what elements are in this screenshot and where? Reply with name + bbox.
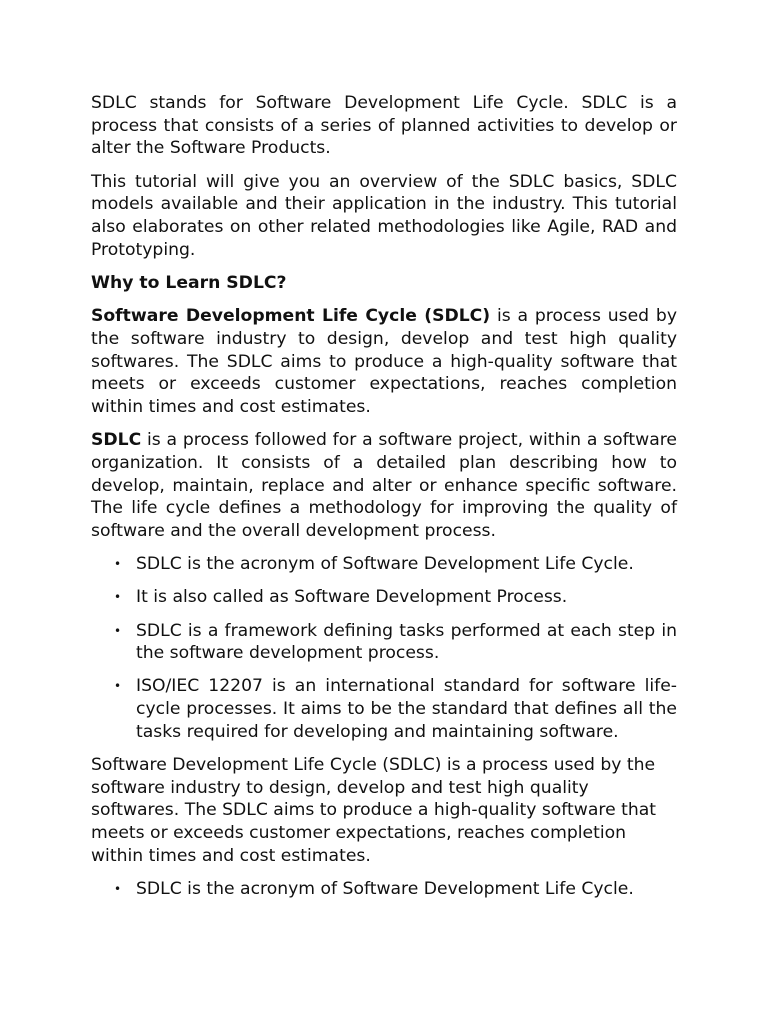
list-item bbox=[114, 878, 677, 901]
bullet-icon: • bbox=[114, 623, 122, 638]
process-paragraph bbox=[91, 429, 677, 543]
process-text: is a process followed for a software project, within a software organization. It consists of a detailed plan describing how to develop, maintain, replace and alter or enhance specific software. The life cycle defines a methodology for improving the quality of software and the overall development process. bbox=[91, 430, 677, 541]
definition-text: is a process used by the software industry to design, develop and test high quality softwares. The SDLC aims to produce a high-quality software that meets or exceeds customer expectations, reaches completion within times and cost estimates. bbox=[91, 306, 677, 417]
list-item bbox=[114, 620, 677, 665]
list-item bbox=[114, 586, 677, 609]
overview-paragraph: This tutorial will give you an overview of the SDLC basics, SDLC models available and their application in the industry. This tutorial also elaborates on other related methodologies like Agile, RAD and Prototyping. bbox=[91, 171, 677, 260]
document-page bbox=[91, 92, 677, 911]
section-heading: Why to Learn SDLC? bbox=[91, 272, 287, 293]
list-item bbox=[114, 553, 677, 576]
list-item-text: SDLC is the acronym of Software Development Life Cycle. bbox=[136, 554, 634, 575]
intro-paragraph: SDLC stands for Software Development Life Cycle. SDLC is a process that consists of a series of planned activities to develop or alter the Software Products. bbox=[91, 93, 677, 159]
bullet-icon: • bbox=[114, 679, 122, 694]
bullet-list-secondary bbox=[91, 878, 677, 901]
list-item-text: SDLC is the acronym of Software Development Life Cycle. bbox=[136, 879, 634, 900]
definition-term: Software Development Life Cycle (SDLC) bbox=[91, 306, 491, 327]
definition-paragraph bbox=[91, 305, 677, 419]
list-item-text: It is also called as Software Development Process. bbox=[136, 587, 568, 608]
bullet-list-primary bbox=[91, 553, 677, 743]
summary-paragraph: Software Development Life Cycle (SDLC) is a process used by the software industry to design, develop and test high quality softwares. The SDLC aims to produce a high-quality software that meets or exceeds customer expectations, reaches completion within times and cost estimates. bbox=[91, 755, 657, 866]
list-item bbox=[114, 675, 677, 743]
bullet-icon: • bbox=[114, 557, 122, 572]
bullet-icon: • bbox=[114, 590, 122, 605]
list-item-text: ISO/IEC 12207 is an international standard for software life-cycle processes. It aims to be the standard that defines all the tasks required for developing and maintaining software. bbox=[136, 676, 677, 742]
bullet-icon: • bbox=[114, 882, 122, 897]
list-item-text: SDLC is a framework defining tasks performed at each step in the software development process. bbox=[136, 620, 677, 664]
process-term: SDLC bbox=[91, 430, 142, 451]
